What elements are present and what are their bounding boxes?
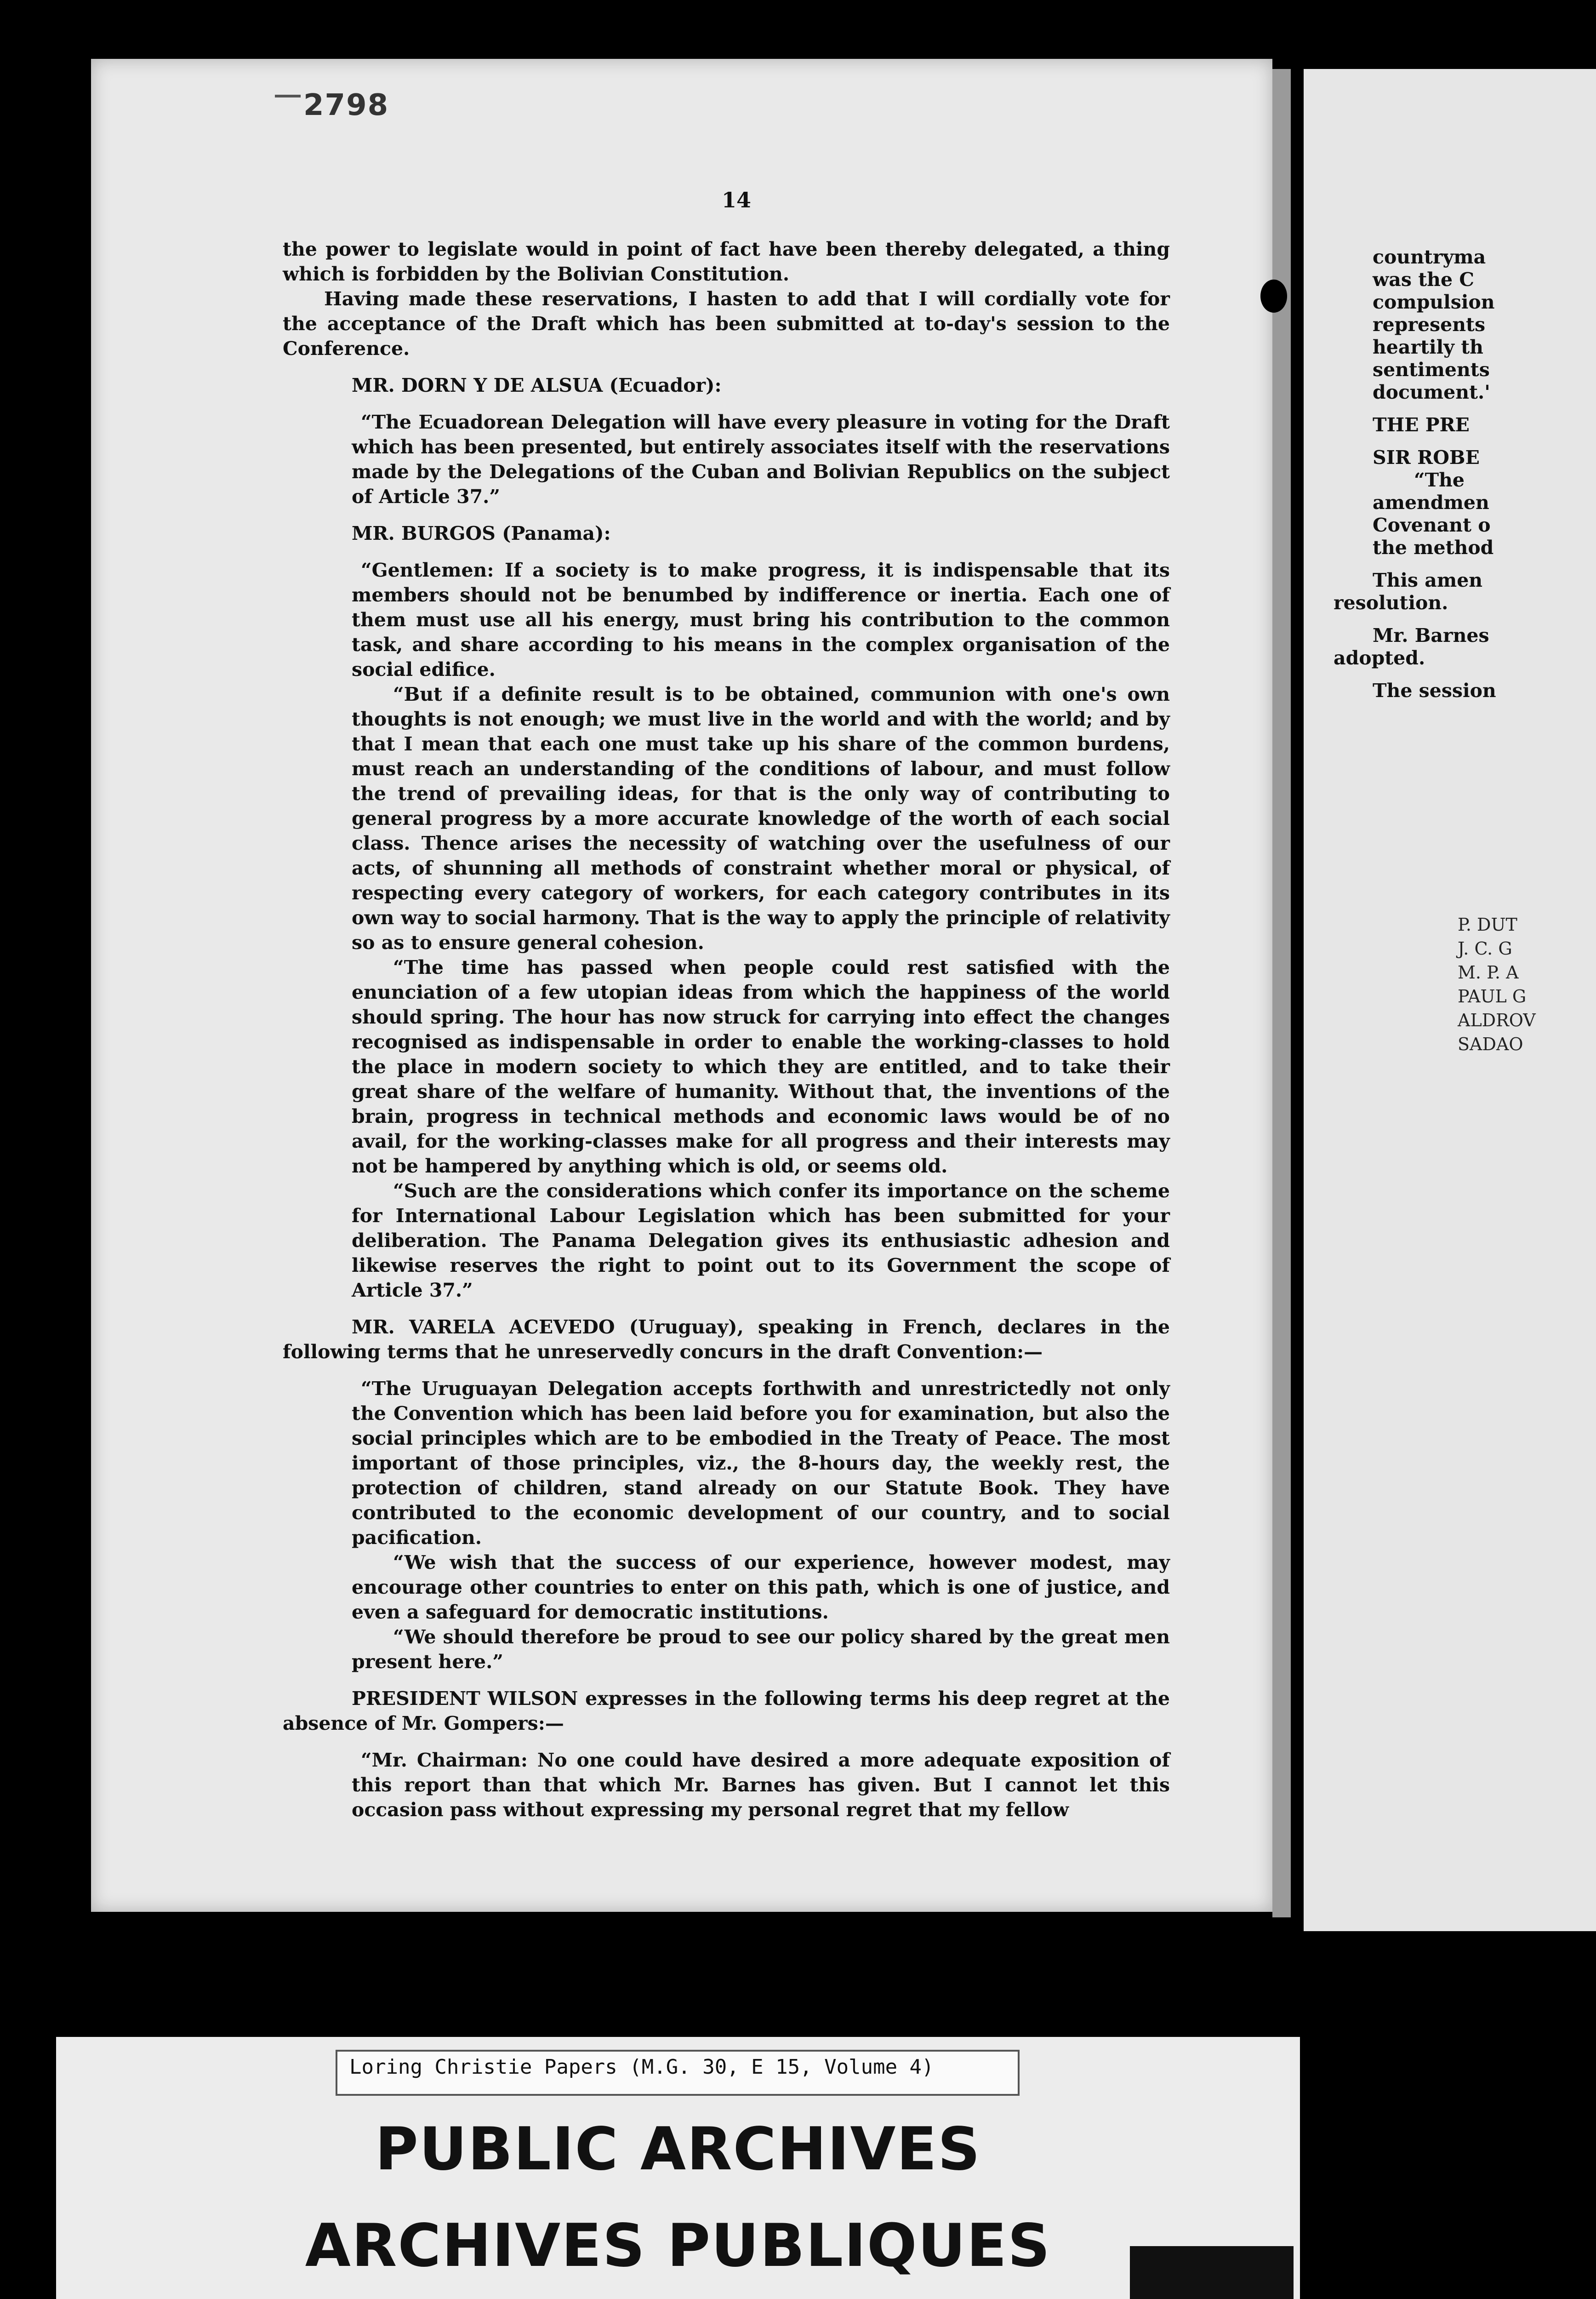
archive-title-en: PUBLIC ARCHIVES [375,2115,981,2184]
stamp-mark [275,95,301,97]
archives-logo-icon [1130,2246,1294,2299]
signatory-name: SADAO [1458,1034,1523,1054]
adjacent-line: Mr. Barnes [1373,624,1489,646]
adjacent-line: resolution. [1334,592,1448,614]
adjacent-line: The session [1373,680,1496,702]
signatory-name: ALDROV [1458,1010,1536,1030]
page-number: 14 [722,188,752,212]
quoted-paragraph: “We wish that the success of our experience, however modest, may encourage other countries to enter on this path, which is one of justice, and even a safeguard for democratic institutions. [352,1551,1170,1623]
quoted-paragraph: “Mr. Chairman: No one could have desired a more adequate exposition of this report than that which Mr. Barnes has given. But I cannot let this occasion pass without expressing my personal regret that my fellow [352,1749,1170,1821]
quoted-paragraph: “The time has passed when people could rest satisfied with the enunciation of a few utopian ideas from which the happiness of the world should spring. The hour has now struck for carrying into effect the changes recognised as indispensable in order to enable the working-classes to hold the place in modern society to which they are entitled, and to take their great share of the welfare of humanity. Without that, the inventions of the brain, progress in technical methods and economic laws would be of no avail, for the working-classes make for all progress and their interests may not be hampered by anything which is old, or seems old. [352,956,1170,1177]
binding-hole [1260,280,1287,313]
page-edge [1272,69,1291,1917]
quoted-paragraph: “The Uruguayan Delegation accepts forthwith and unrestrictedly not only the Convention which has been laid before you for examination, but also the social principles which are to be embodied in the Treaty of Peace. The most important of those principles, viz., the 8-hours day, the weekly rest, the protection of children, stand already on our Statute Book. They have contributed to the economic development of our country, and to social pacification. [352,1378,1170,1549]
speaker-heading: MR. VARELA ACEVEDO (Uruguay), speaking in French, declares in the following terms that he unreservedly concurs in the draft Convention:— [283,1316,1170,1363]
speaker-heading: MR. BURGOS (Panama): [352,522,611,544]
body-text [283,237,1170,1822]
adjacent-page [1304,69,1596,1931]
speaker-heading: PRESIDENT WILSON expresses in the following terms his deep regret at the absence of Mr. Gompers:— [283,1687,1170,1734]
paragraph: Having made these reservations, I hasten to add that I will cordially vote for the acceptance of the Draft which has been submitted at to-day's session to the Conference. [283,288,1170,360]
paragraph: the power to legislate would in point of fact have been thereby delegated, a thing which is forbidden by the Bolivian Constitution. [283,238,1170,285]
quoted-paragraph: “Such are the considerations which confer its importance on the scheme for International Labour Legislation which has been submitted for your deliberation. The Panama Delegation gives its enthusiastic adhesion and likewise reserves the right to point out to its Government the scope of Article 37.” [352,1180,1170,1301]
adjacent-line: was the C [1373,269,1474,291]
collection-label-text: Loring Christie Papers (M.G. 30, E 15, Volume 4) [349,2055,934,2079]
quoted-paragraph: “The Ecuadorean Delegation will have every pleasure in voting for the Draft which has been presented, but entirely associates itself with the reservations made by the Delegations of the Cuban and Bolivian Republics on the subject of Article 37.” [352,411,1170,508]
adjacent-line: countryma [1373,246,1486,268]
signatory-name: P. DUT [1458,915,1517,935]
signatory-list [1458,913,1536,1056]
quoted-paragraph: “But if a definite result is to be obtained, communion with one's own thoughts is not enough; we must live in the world and with the world; and by that I mean that each one must take up his share of the common burdens, must reach an understanding of the conditions of labour, and must follow the trend of prevailing ideas, for that is the only way of contributing to general progress by a more accurate knowledge of the worth of each social class. Thence arises the necessity of watching over the usefulness of our acts, of shunning all methods of constraint whether moral or physical, of respecting every category of workers, for each category contributes in its own way to social harmony. That is the way to apply the principle of relativity so as to ensure general cohesion. [352,683,1170,954]
quoted-paragraph: “Gentlemen: If a society is to make progress, it is indispensable that its members should not be benumbed by indifference or inertia. Each one of them must use all his energy, must bring his contribution to the common task, and share according to his means in the complex organisation of the social edifice. [352,559,1170,681]
adjacent-heading: SIR ROBE [1373,446,1480,469]
adjacent-line: document.' [1373,381,1490,403]
adjacent-heading: THE PRE [1373,414,1470,436]
adjacent-line: adopted. [1334,647,1425,669]
adjacent-line: compulsion [1373,291,1495,313]
archive-title-fr: ARCHIVES PUBLIQUES [305,2212,1051,2280]
signatory-name: M. P. A [1458,962,1519,983]
adjacent-page-text [1334,246,1596,702]
signatory-name: PAUL G [1458,986,1527,1007]
archives-logo [1130,2246,1294,2299]
adjacent-line: amendmen [1373,492,1489,514]
adjacent-line: “The [1414,469,1465,491]
quoted-paragraph: “We should therefore be proud to see our policy shared by the great men present here.” [352,1626,1170,1673]
adjacent-line: sentiments [1373,359,1490,381]
speaker-heading: MR. DORN Y DE ALSUA (Ecuador): [352,374,722,396]
adjacent-line: the method [1373,537,1494,559]
stamp-number: 2798 [303,88,389,122]
signatory-name: J. C. G [1458,938,1512,959]
adjacent-line: This amen [1373,569,1483,591]
adjacent-line: represents [1373,314,1486,336]
adjacent-line: Covenant o [1373,514,1491,536]
adjacent-line: heartily th [1373,336,1483,358]
